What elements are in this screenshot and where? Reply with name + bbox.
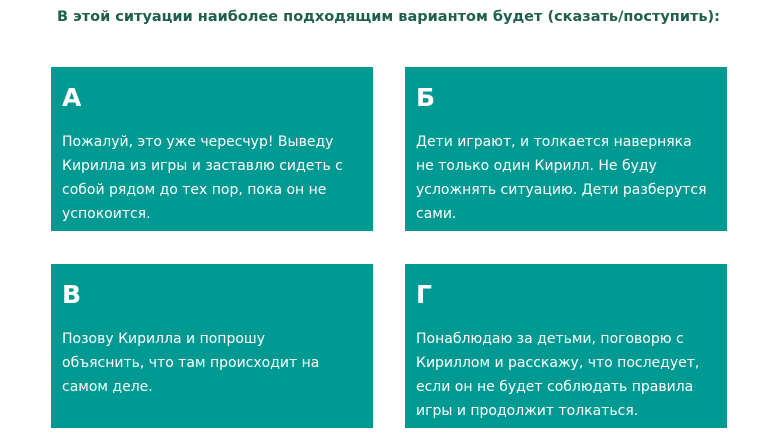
option-text-line: Кирилла из игры и заставлю сидеть с bbox=[62, 158, 343, 174]
option-card-b[interactable] bbox=[405, 67, 727, 231]
option-letter: Б bbox=[416, 83, 436, 112]
option-letter: Г bbox=[416, 280, 432, 309]
option-text-line: Пожалуй, это уже чересчур! Выведу bbox=[62, 134, 334, 150]
option-text-line: собой рядом до тех пор, пока он не bbox=[62, 182, 327, 198]
option-card-a[interactable] bbox=[51, 67, 373, 231]
option-letter: А bbox=[62, 83, 82, 112]
option-text-line: сами. bbox=[416, 206, 457, 222]
option-text bbox=[62, 327, 361, 399]
option-card-v[interactable] bbox=[51, 264, 373, 428]
option-text-line: объяснить, что там происходит на bbox=[62, 355, 320, 371]
option-text-line: не только один Кирилл. Не буду bbox=[416, 158, 657, 174]
option-card-g[interactable] bbox=[405, 264, 727, 428]
option-text-line: если он не будет соблюдать правила bbox=[416, 379, 694, 395]
option-text bbox=[62, 130, 361, 226]
option-text-line: Кириллом и расскажу, что последует, bbox=[416, 355, 700, 371]
option-text-line: усложнять ситуацию. Дети разберутся bbox=[416, 182, 707, 198]
question-prompt: В этой ситуации наиболее подходящим вариантом будет (сказать/поступить): bbox=[57, 9, 720, 25]
option-text-line: Дети играют, и толкается наверняка bbox=[416, 134, 692, 150]
option-letter: В bbox=[62, 280, 82, 309]
option-text-line: успокоится. bbox=[62, 206, 151, 222]
option-text bbox=[416, 130, 715, 226]
option-text-line: игры и продолжит толкаться. bbox=[416, 403, 639, 419]
option-text-line: Позову Кирилла и попрошу bbox=[62, 331, 266, 347]
option-text bbox=[416, 327, 715, 423]
option-text-line: самом деле. bbox=[62, 379, 153, 395]
option-text-line: Понаблюдаю за детьми, поговорю с bbox=[416, 331, 684, 347]
